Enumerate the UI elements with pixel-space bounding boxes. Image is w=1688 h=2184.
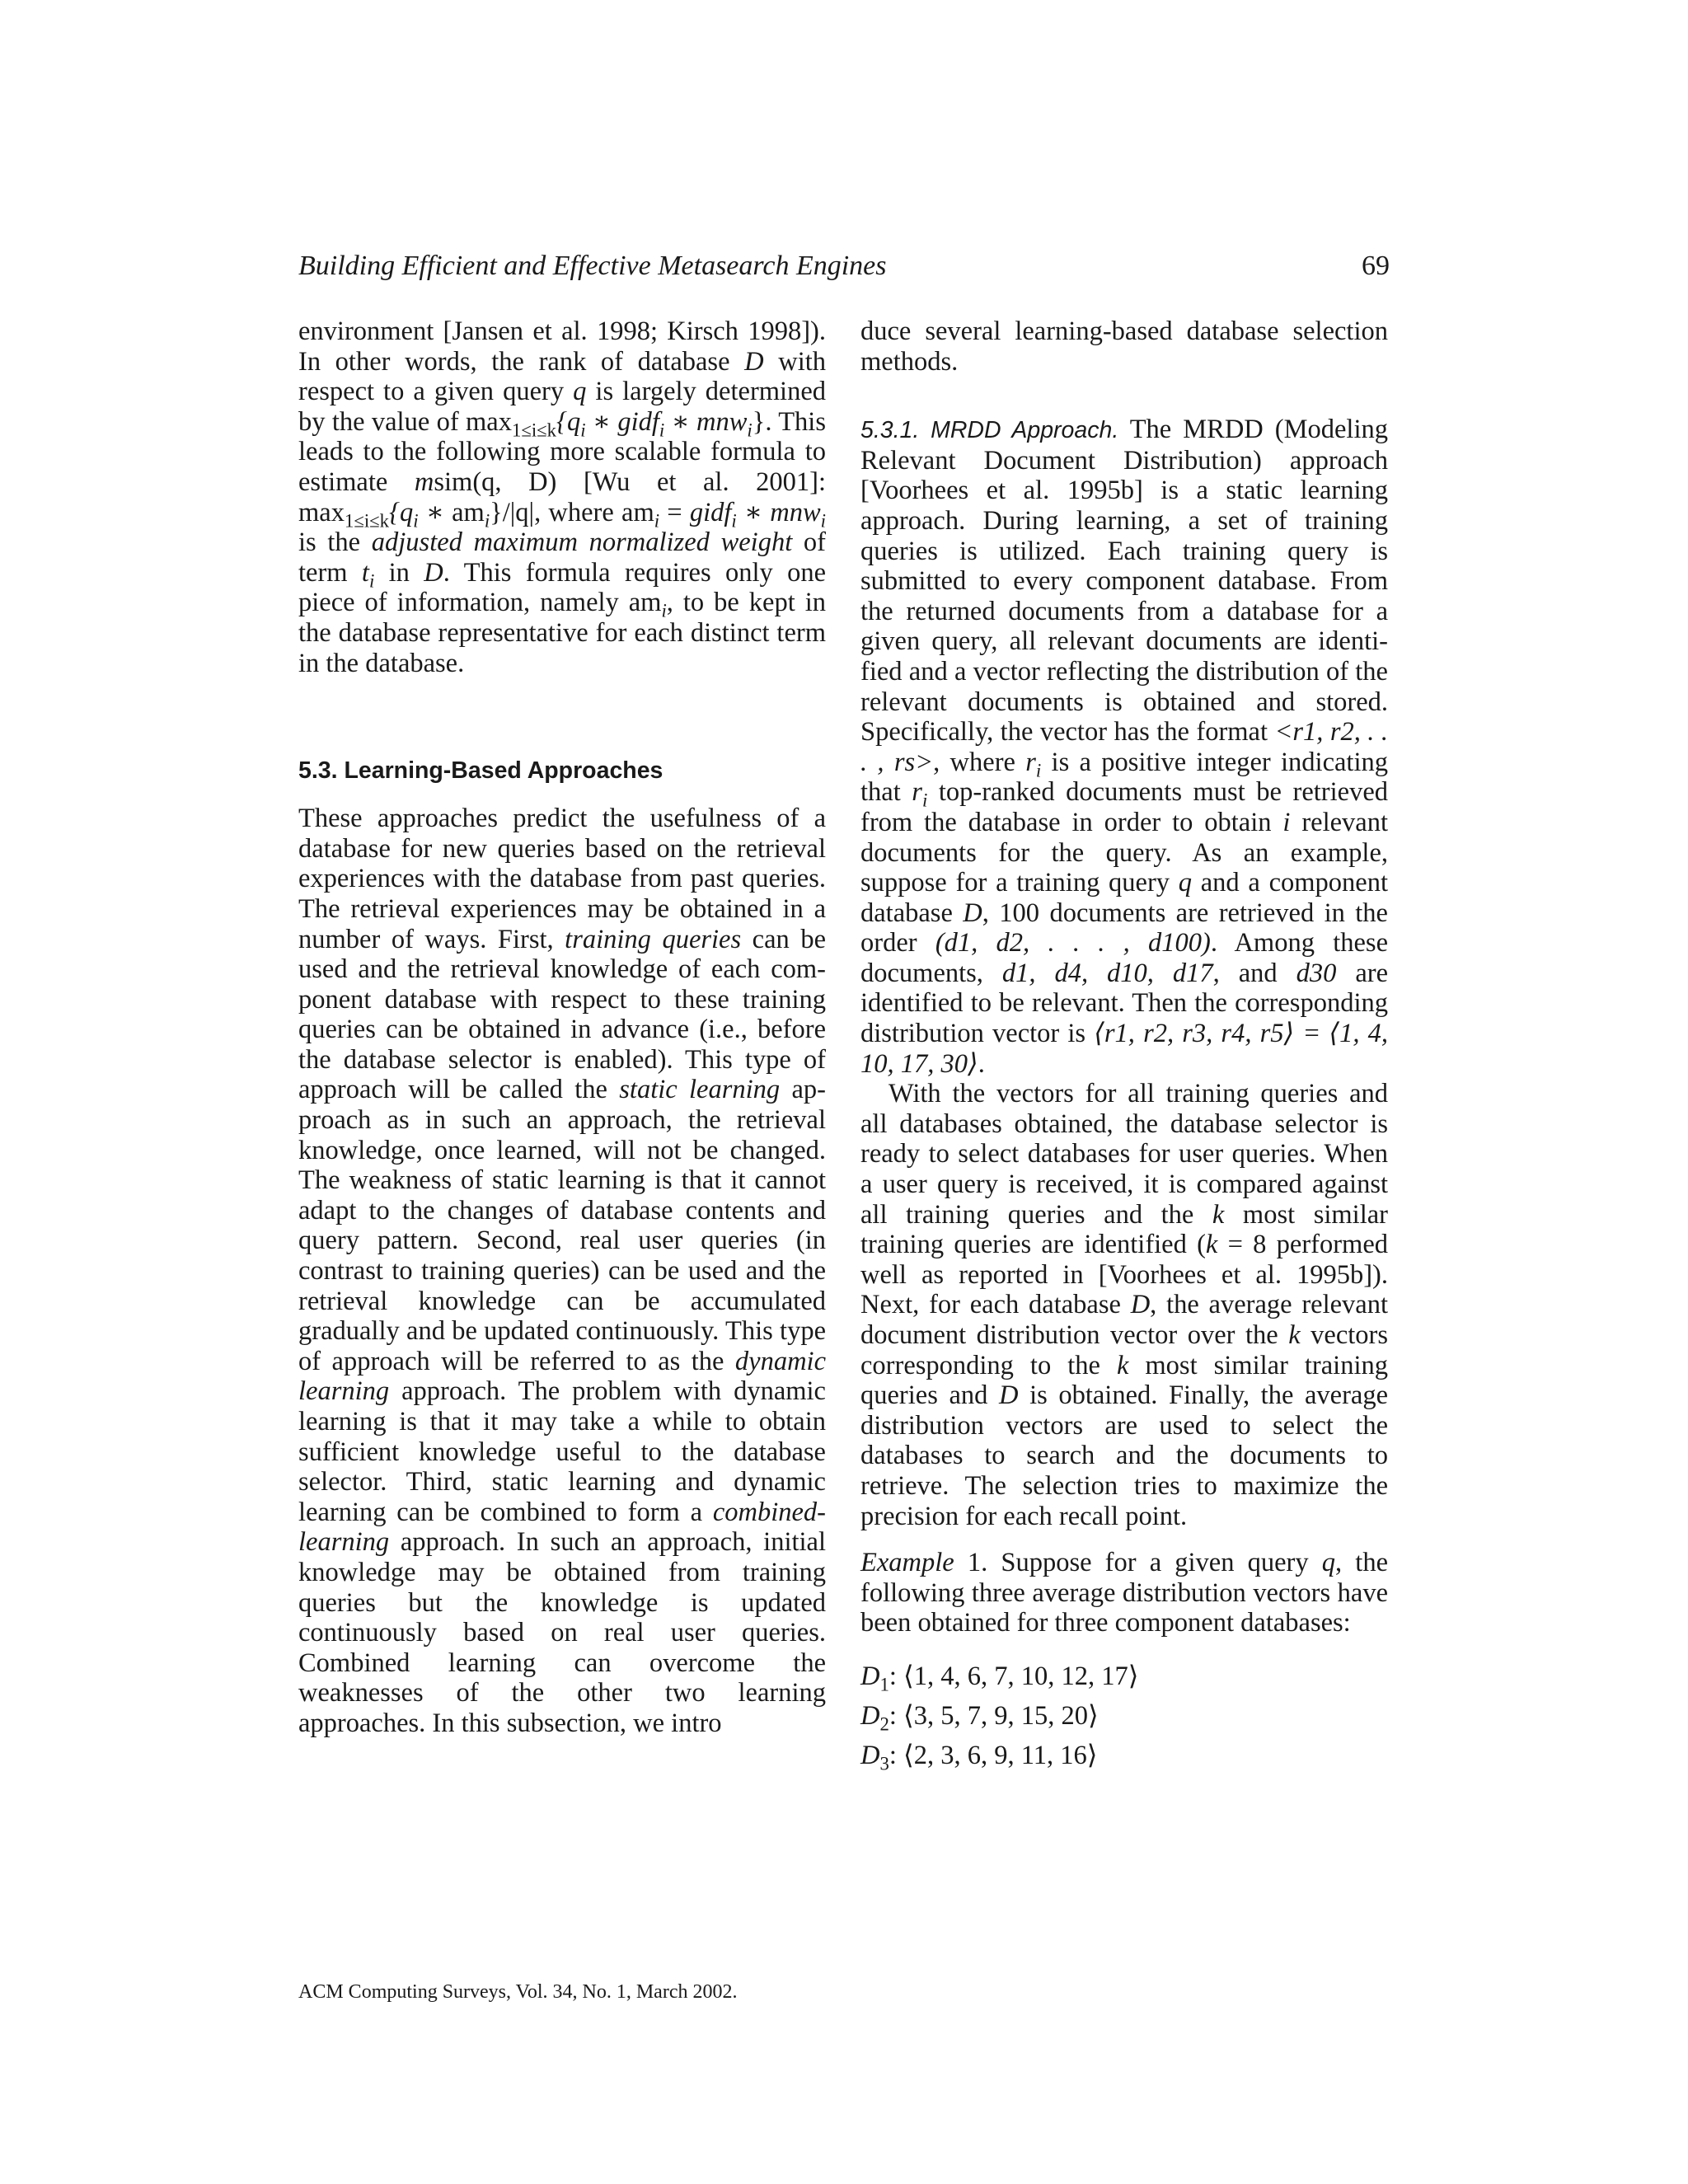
paragraph-vectors-obtained: With the vectors for all training queries and all databases obtained, the database selector is ready to select databases for user queries. When a user query is received, it is compared against all training queries and the k most similar training queries are identified (k = 8 performed well as reported in [Voorhees et al. 1995b]). Next, for each database D, the average relevant document distribution vector over the k vectors corresponding to the k most similar training queries and D is obtained. Finally, the average distribution vectors are used to select the databases to search and the documents to retrieve. The selection tries to maximize the precision for each recall point. <box>860 1079 1389 1531</box>
paragraph-mrdd: 5.3.1. MRDD Approach. The MRDD (Modeling Relevant Document Distribution) approach [Voorhees et al. 1995b] is a static learning approach. During learning, a set of training queries is utilized. Each training query is submitted to every component database. From the returned documents from a database for a given query, all relevant documents are identified and a vector reflecting the distribution of the relevant documents is obtained and stored. Specifically, the vector has the format <r1, r2, . . . , rs>, where $r_i$ is a positive integer indicating that $r_i$ top-ranked documents must be retrieved from the database in order to obtain i relevant documents for the query. As an example, suppose for a training query q and a component database D, 100 documents are retrieved in the order (d1, d2, . . . , d100). Among these documents, d1, d4, d10, d17, and d30 are identified to be relevant. Then the corresponding distribution vector is ⟨r1, r2, r3, r4, r5⟩ = ⟨1, 4, 10, 17, 30⟩. <box>860 415 1389 1079</box>
running-title: Building Efficient and Effective Metasearch Engines <box>298 251 887 281</box>
right-column <box>860 316 1388 1775</box>
example-label: Example <box>860 1548 954 1578</box>
vector-d1: $D_1$: ⟨1, 4, 6, 7, 10, 12, 17⟩ <box>860 1661 1139 1695</box>
running-head <box>298 246 1390 287</box>
paragraph-introduce: duce several learning-based database selection methods. <box>860 316 1388 377</box>
left-column <box>298 316 826 1739</box>
vector-list <box>860 1657 1388 1775</box>
paragraph-example: Example 1. Suppose for a given query q, the following three average distribution vectors have been obtained for three component databases: <box>860 1548 1388 1638</box>
page-number: 69 <box>1362 251 1390 281</box>
footer: ACM Computing Surveys, Vol. 34, No. 1, March 2002. <box>298 1981 738 2003</box>
paragraph-learning-approaches: These approaches predict the usefulness of a database for new queries based on the retrieval experiences with the database from past queries. The retrieval experiences may be obtained in a number of ways. First, training queries can be used and the retrieval knowledge of each component database with respect to these training queries can be obtained in advance (i.e., before the database selector is enabled). This type of approach will be called the static learning approach as in such an approach, the retrieval knowledge, once learned, will not be changed. The weakness of static learning is that it cannot adapt to the changes of database contents and query pattern. Second, real user queries (in contrast to training queries) can be used and the retrieval knowledge can be accumulated gradually and be updated continuously. This type of approach will be referred to as the dynamic learning approach. The problem with dynamic learning is that it may take a while to obtain sufficient knowledge useful to the database selector. Third, static learning and dynamic learning can be combined to form a combined-learning approach. In such an approach, initial knowledge may be obtained from training queries but the knowledge is updated continuously based on real user queries. Combined learning can overcome the weaknesses of the other two learning approaches. In this subsection, we intro <box>298 804 827 1738</box>
section-heading: 5.3. Learning-Based Approaches <box>298 757 663 785</box>
paragraph-environment: environment [Jansen et al. 1998; Kirsch 1998]). In other words, the rank of database D with respect to a given query q is largely determined by the value of $\max_{1\le i\le k}\{q_i$ ∗ gidf$_i$ ∗ mnw$_i$}. This leads to the following more scalable formula to estimate msim(q, D) [Wu et al. 2001]: $\max_{1\le i\le k}\{q_i$ ∗ $am_i\}/|q|$, where $am_i$ = gidf$_i$ ∗ mnw$_i$ is the adjusted maximum normalized weight of term $t_i$ in D. This formula requires only one piece of information, namely $am_i$, to be kept in the database representative for each distinct term in the database. <box>298 316 827 678</box>
vector-d3: $D_3$: ⟨2, 3, 6, 9, 11, 16⟩ <box>860 1740 1098 1774</box>
vector-d2: $D_2$: ⟨3, 5, 7, 9, 15, 20⟩ <box>860 1700 1099 1735</box>
subsection-heading: 5.3.1. MRDD Approach. <box>860 417 1119 444</box>
